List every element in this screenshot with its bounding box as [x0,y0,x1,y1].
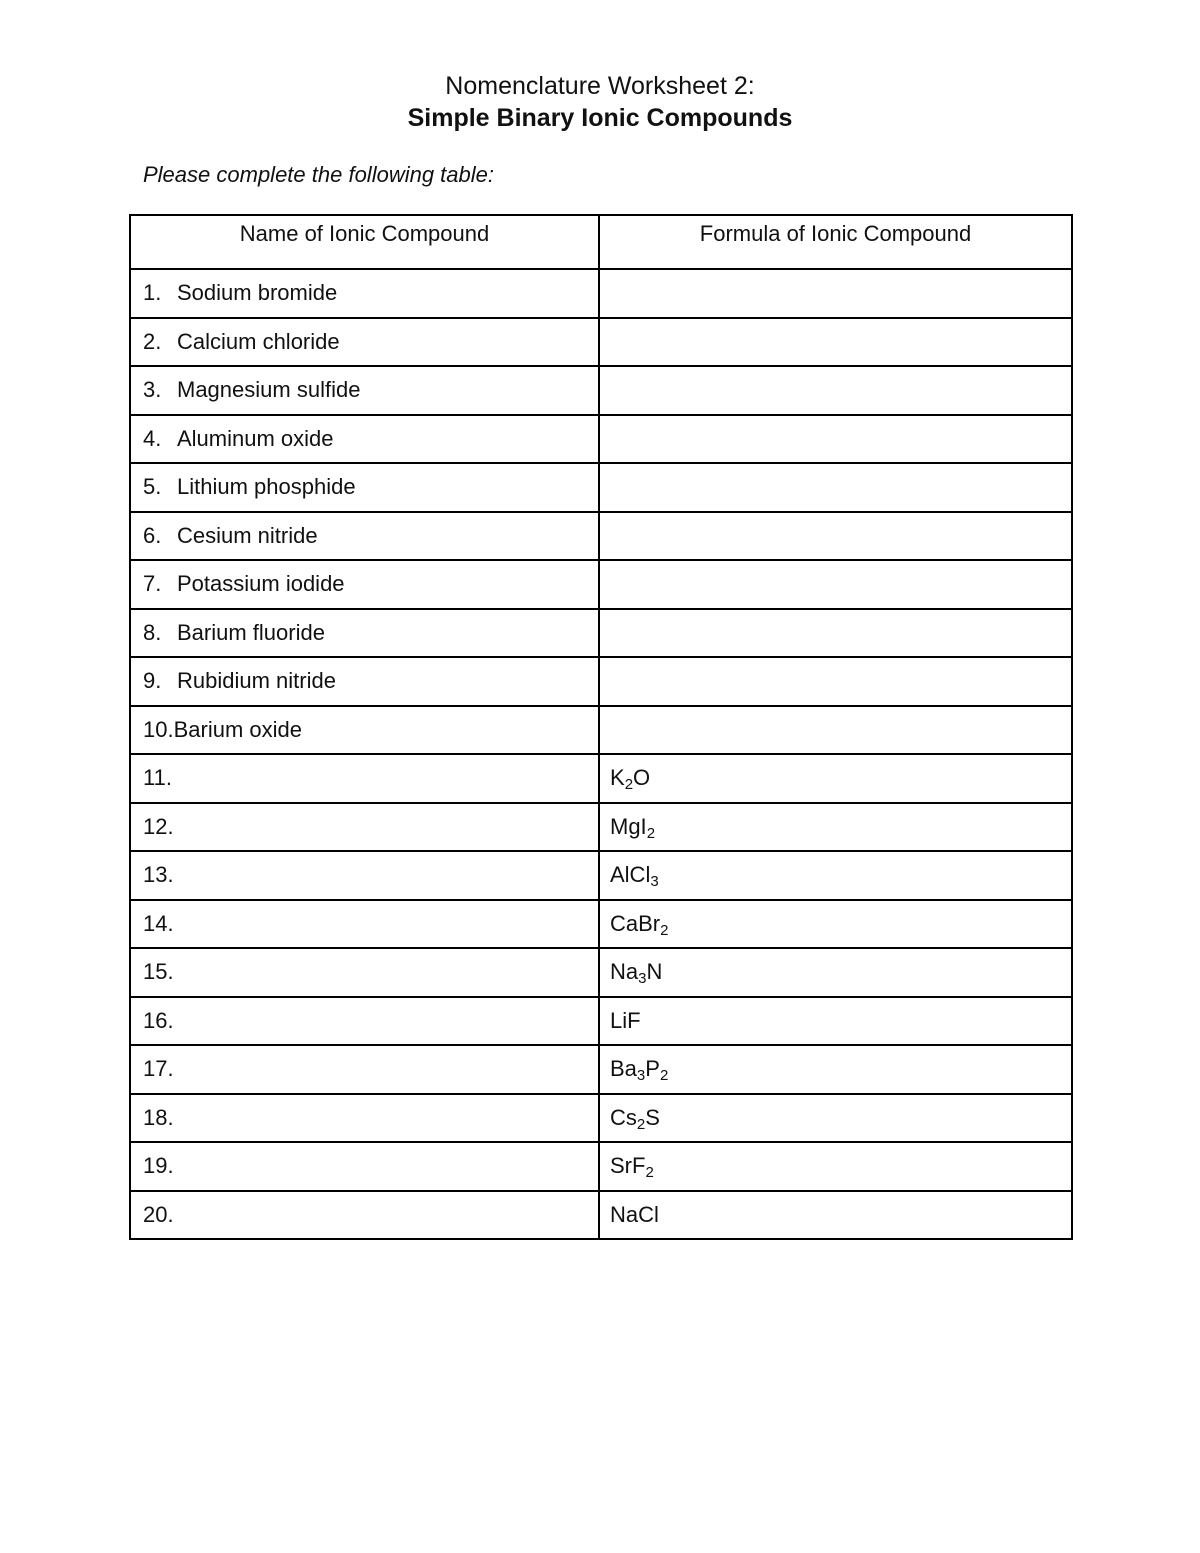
table-row [130,900,1072,949]
compound-table [129,214,1073,1240]
compound-formula-cell[interactable] [599,803,1072,852]
formula-subscript: 2 [645,1164,654,1182]
compound-name: Barium fluoride [177,619,325,645]
row-number: 16. [143,1007,174,1033]
compound-name-cell[interactable] [130,609,599,658]
table-row [130,318,1072,367]
row-number: 19. [143,1153,174,1179]
table-row [130,366,1072,415]
formula-subscript: 2 [624,776,634,794]
formula-symbol: P [645,1056,660,1082]
compound-name-cell[interactable] [130,657,599,706]
formula-symbol: MgI [610,813,647,839]
formula-subscript: 2 [646,824,656,842]
formula-symbol: Ba [610,1056,637,1082]
table-body [130,269,1072,1239]
row-number: 1. [143,280,162,306]
table-header-row [130,215,1072,269]
compound-name-cell[interactable] [130,997,599,1046]
compound-formula-cell[interactable] [599,609,1072,658]
compound-name-cell[interactable] [130,1094,599,1143]
table-row [130,609,1072,658]
instructions-text: Please complete the following table: [143,162,494,187]
formula-symbol: N [646,959,663,985]
table-row [130,948,1072,997]
compound-formula-cell[interactable] [599,657,1072,706]
row-number: 14. [143,910,174,936]
compound-name-cell[interactable] [130,803,599,852]
table-row [130,803,1072,852]
row-number: 17. [143,1056,174,1082]
compound-name-cell[interactable] [130,318,599,367]
compound-formula-cell[interactable] [599,706,1072,755]
worksheet-subtitle: Simple Binary Ionic Compounds [407,104,793,132]
compound-name-cell[interactable] [130,851,599,900]
formula-subscript: 2 [659,1067,669,1085]
compound-name-cell[interactable] [130,900,599,949]
row-number: 9. [143,668,162,694]
table-row [130,1142,1072,1191]
compound-formula-cell[interactable] [599,560,1072,609]
compound-name: Aluminum oxide [177,425,334,451]
row-number: 3. [143,377,162,403]
compound-formula-cell[interactable] [599,318,1072,367]
compound-name: Magnesium sulfide [177,377,361,403]
table-row [130,754,1072,803]
formula-subscript: 3 [650,873,659,891]
row-number: 11. [143,765,172,791]
column-header-formula: Formula of Ionic Compound [599,215,1072,269]
row-number: 8. [143,619,162,645]
compound-formula-cell[interactable] [599,512,1072,561]
compound-formula-cell[interactable] [599,997,1072,1046]
compound-name-cell[interactable] [130,706,599,755]
row-number: 12. [143,813,174,839]
compound-name: Lithium phosphide [177,474,356,500]
compound-name: Calcium chloride [177,328,340,354]
compound-name-cell[interactable] [130,948,599,997]
formula-symbol: S [645,1104,660,1130]
compound-name: Cesium nitride [177,522,318,548]
formula-symbol: Cs [610,1104,637,1130]
row-number: 15. [143,959,174,985]
compound-formula-cell[interactable] [599,851,1072,900]
compound-name-cell[interactable] [130,560,599,609]
formula-subscript: 3 [638,970,647,988]
row-number: 10. [143,716,174,742]
compound-formula-cell[interactable] [599,754,1072,803]
formula-symbol: Na [610,959,639,985]
table-row [130,997,1072,1046]
row-number: 18. [143,1104,174,1130]
compound-name-cell[interactable] [130,463,599,512]
formula-symbol: SrF [610,1153,646,1179]
row-number: 2. [143,328,162,354]
table-row [130,415,1072,464]
table-row [130,657,1072,706]
compound-formula-cell[interactable] [599,900,1072,949]
table-row [130,1045,1072,1094]
column-header-name: Name of Ionic Compound [130,215,599,269]
table-row [130,1094,1072,1143]
compound-name: Potassium iodide [177,571,345,597]
table-row [130,851,1072,900]
compound-formula-cell[interactable] [599,948,1072,997]
worksheet-title: Nomenclature Worksheet 2: [445,72,755,100]
formula-subscript: 2 [636,1115,646,1133]
compound-name-cell[interactable] [130,1191,599,1240]
compound-formula-cell[interactable] [599,269,1072,318]
compound-formula-cell[interactable] [599,1142,1072,1191]
row-number: 6. [143,522,162,548]
compound-name-cell[interactable] [130,754,599,803]
row-number: 4. [143,425,162,451]
compound-formula-cell[interactable] [599,1191,1072,1240]
table-row [130,706,1072,755]
compound-name-cell[interactable] [130,269,599,318]
compound-name-cell[interactable] [130,366,599,415]
compound-formula-cell[interactable] [599,463,1072,512]
table-row [130,1191,1072,1240]
compound-name: Sodium bromide [177,280,338,306]
compound-name-cell[interactable] [130,512,599,561]
row-number: 7. [143,571,162,597]
formula-subscript: 2 [660,921,669,939]
table-row [130,269,1072,318]
formula-symbol: LiF [610,1007,641,1033]
table-row [130,512,1072,561]
compound-formula-cell[interactable] [599,1094,1072,1143]
row-number: 13. [143,862,174,888]
compound-name: Rubidium nitride [177,668,336,694]
compound-name-cell[interactable] [130,1142,599,1191]
compound-name: Barium oxide [173,716,302,742]
table-row [130,463,1072,512]
compound-name-cell[interactable] [130,415,599,464]
formula-subscript: 3 [636,1067,646,1085]
formula-symbol: O [633,765,651,791]
row-number: 20. [143,1201,174,1227]
compound-formula-cell[interactable] [599,415,1072,464]
compound-name-cell[interactable] [130,1045,599,1094]
compound-formula-cell[interactable] [599,366,1072,415]
formula-symbol: NaCl [610,1201,659,1227]
compound-formula-cell[interactable] [599,1045,1072,1094]
row-number: 5. [143,474,162,500]
formula-symbol: K [610,765,625,791]
formula-symbol: CaBr [610,910,661,936]
formula-symbol: AlCl [610,862,651,888]
table-row [130,560,1072,609]
